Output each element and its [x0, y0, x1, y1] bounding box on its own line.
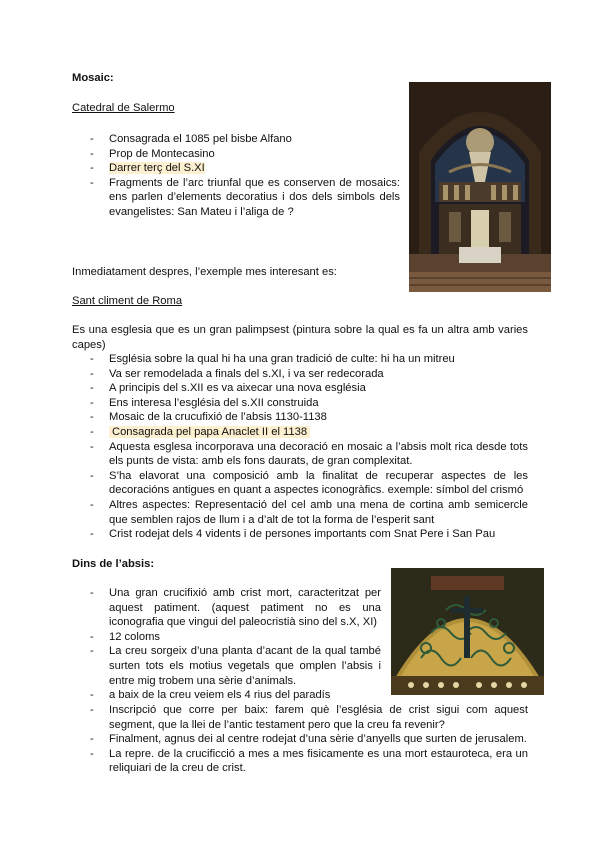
- list-item: - Aquesta esglesa incorporava una decoració en mosaic a l’absis molt rica desde tots els punts de vista: amb els fons daurats, de gran complexitat.: [90, 440, 528, 469]
- list-item: - La repre. de la crucificció a mes a mes fisicamente es una mort estauroteca, era un reliquiari de la creu de crist.: [90, 747, 528, 776]
- salerno-cathedral-image: [409, 82, 551, 292]
- absis-list-top: [90, 586, 381, 703]
- list-item: - Fragments de l’arc triunfal que es conserven de mosaics: ens parlen d’elements decoratius i dos dels simbols dels evangelistes: San Mateu i l’aliga de ?: [90, 176, 400, 220]
- list-item: - S’ha elavorat una composició amb la finalitat de recuperar aspectes de les decoracións antigues en quant a aspectes iconogràfics. exemple: símbol del crismó: [90, 469, 528, 498]
- sant-climent-intro: Es una esglesia que es un gran palimpsest (pintura sobre la qual es fa un altra amb varies capes): [72, 324, 528, 351]
- list-item: - Consagrada el 1085 pel bisbe Alfano: [90, 132, 400, 147]
- list-item: - Prop de Montecasino: [90, 147, 400, 162]
- highlighted-text: Darrer terç del S.XI: [109, 162, 205, 175]
- transition-text: Inmediatament despres, l’exemple mes interesant es:: [72, 266, 337, 278]
- list-item: - 12 coloms: [90, 630, 381, 645]
- absis-list-bottom: [90, 703, 528, 776]
- list-item: - Crist rodejat dels 4 vidents i de persones importants com Snat Pere i San Pau: [90, 527, 528, 542]
- salerno-list: [90, 132, 400, 220]
- list-item: - A principis del s.XII es va aixecar una nova església: [90, 381, 528, 396]
- sant-climent-list: [90, 352, 528, 542]
- list-item: - La creu sorgeix d’una planta d’acant de la qual també surten tots els motius vegetals que omplen l’absis i entre mig trobem una sèrie d’animals.: [90, 644, 381, 688]
- section-title-sant-climent: Sant climent de Roma: [72, 295, 183, 307]
- list-item: - Altres aspectes: Representació del cel amb una mena de cortina amb semicercle que semblen rajos de llum i a d’alt de tot la forma de l’esperit sant: [90, 498, 528, 527]
- list-item: - a baix de la creu veiem els 4 rius del paradís: [90, 688, 381, 703]
- list-item: - Ens interesa l’església del s.XII construida: [90, 396, 528, 411]
- list-item: - Va ser remodelada a finals del s.XI, i va ser redecorada: [90, 367, 528, 382]
- list-item: - Inscripció que corre per baix: farem què l’església de crist sigui com aquest segment, que la llei de l’antic testament pero que la creu fa revenir?: [90, 703, 528, 732]
- apse-mosaic-image: [391, 568, 544, 695]
- list-item: - Una gran crucifixió amb crist mort, caracteritzat per aquest patiment. (aquest patiment no es una iconografia que vingui del paleocristià sino del s.X, XI): [90, 586, 381, 630]
- list-item: - Església sobre la qual hi ha una gran tradició de culte: hi ha un mitreu: [90, 352, 528, 367]
- highlighted-text: Consagrada pel papa Anaclet II el 1138: [109, 426, 310, 438]
- list-item: - Finalment, agnus dei al centre rodejat d’una sèrie d’anyells que surten de jerusalem.: [90, 732, 528, 747]
- list-item: [90, 161, 400, 176]
- list-item: - Mosaic de la crucufixió de l’absis 1130-1138: [90, 410, 528, 425]
- list-item: [90, 425, 528, 440]
- mosaic-heading: Mosaic:: [72, 72, 114, 84]
- section-title-salerno: Catedral de Salermo: [72, 102, 175, 114]
- absis-heading: Dins de l’absis:: [72, 558, 155, 570]
